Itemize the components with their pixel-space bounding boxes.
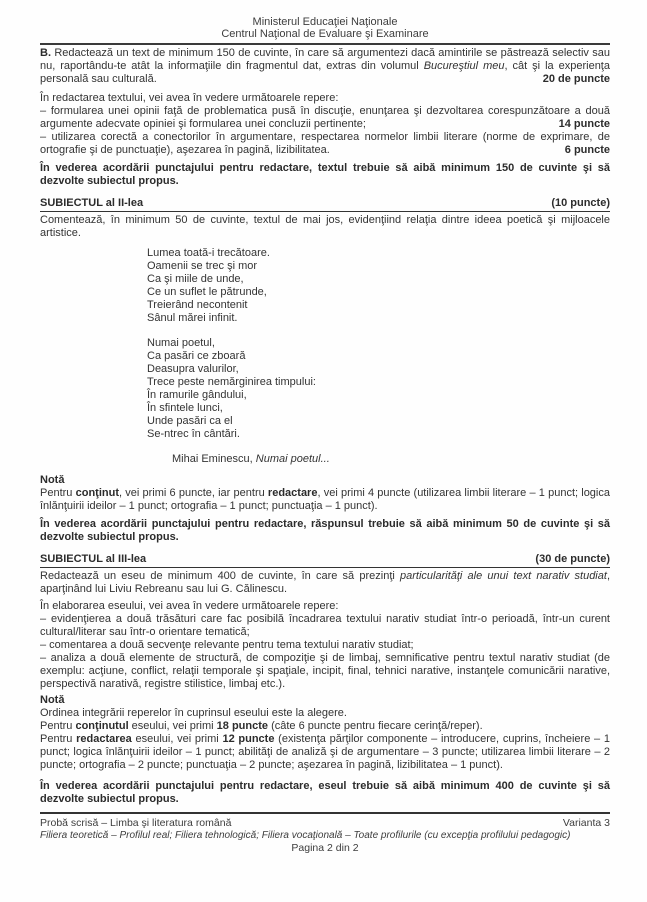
poem-line: Treierând necontenit — [147, 299, 248, 311]
note2-bold-continut: conţinut — [75, 487, 119, 499]
note3-bold-18-puncte: 18 puncte — [216, 720, 269, 732]
grading-note-subject3: În vederea acordării punctajului pentru redactare, eseul trebuie să aibă minimum 400 de cuvinte şi să dezvolte subiectul propus. — [40, 780, 610, 805]
note3-bold-redactarea: redactarea — [76, 733, 132, 745]
grading-note-b: În vederea acordării punctajului pentru redactare, textul trebuie să aibă minimum 150 de cuvinte şi să dezvolte subiectul propus. — [40, 162, 610, 187]
subject3-bullet-3: – analiza a două elemente de structură, de compoziţie şi de limbaj, semnificative pentru textul narativ studiat (de exemplu: acţiune, conflict, relaţii temporale şi spaţiale, incipit, final, tehnici narative, instanţele comunicării narative, perspectivă narativă, registre stilistice, limbaj etc.). — [40, 652, 610, 690]
subject2-intro: Comentează, în minimum 50 de cuvinte, textul de mai jos, evidenţiind relaţia dintre ideea poetică şi mijloacele artistice. — [40, 214, 610, 239]
subject3-intro-run: Redactează un eseu de minimum 400 de cuvinte, în care să prezinţi — [40, 570, 401, 582]
note2-title: Notă — [40, 474, 65, 486]
subject3-bullet-1: – evidenţierea a două trăsături care fac posibilă încadrarea textului narativ studiat într-o perioadă, într-un curent cultural/literar sau într-o orientare tematică; — [40, 613, 610, 638]
note2-bold-redactare: redactare — [267, 487, 318, 499]
subject3-intro-run: , aparţinând lui Liviu Rebreanu sau lui G. Călinescu. — [40, 570, 610, 595]
poem-line: Lumea toată-i trecătoare. — [147, 247, 270, 259]
section-header-subject2 — [40, 197, 610, 212]
poem-line: Se-ntrec în cântări. — [147, 428, 240, 440]
note3-run: (câte 6 puncte pentru fiecare cerinţă/reper). — [268, 720, 483, 732]
repere-bullet-2-points: 6 puncte — [564, 144, 610, 156]
task-b-text-1: Redactează un text de minimum 150 de cuvinte, în care să argumentezi dacă amintirile se păstrează selectiv sau nu, raportându-te atât la informaţiile din fragmentul dat, extras din volumul — [40, 47, 610, 72]
footer-row — [40, 817, 610, 830]
note3-bold-continutul: conţinutul — [75, 720, 129, 732]
grading-note-subject2: În vederea acordării punctajului pentru redactare, răspunsul trebuie să aibă minimum 50 de cuvinte şi să dezvolte subiectul propus. — [40, 518, 610, 543]
note3-run: Pentru — [40, 720, 76, 732]
note2-paragraph — [40, 487, 610, 513]
poem-line: În sfintele lunci, — [147, 402, 223, 414]
ministry-line: Ministerul Educaţiei Naţionale — [252, 16, 398, 28]
poem-line: Deasupra valurilor, — [147, 363, 239, 375]
poem-line: Oamenii se trec şi mor — [147, 260, 258, 272]
center-line: Centrul Naţional de Evaluare şi Examinare — [221, 28, 429, 40]
elaborare-intro: În elaborarea eseului, vei avea în vedere următoarele repere: — [40, 600, 339, 612]
section-header-subject3 — [40, 553, 610, 568]
subject2-title: SUBIECTUL al II-lea — [40, 197, 144, 209]
subject3-bullet-2: – comentarea a două secvenţe relevante pentru tema textului narativ studiat; — [40, 639, 414, 651]
task-b-paragraph — [40, 47, 610, 86]
repere-bullet-1 — [40, 105, 610, 131]
note3-run: eseului, vei primi — [128, 720, 217, 732]
subject3-title: SUBIECTUL al III-lea — [40, 553, 147, 565]
note2-run: , vei primi 6 puncte, iar pentru — [119, 487, 268, 499]
note3-continut-paragraph — [40, 720, 610, 733]
poem-line: Ca şi miile de unde, — [147, 273, 244, 285]
footer-filiera: Filiera teoretică – Profilul real; Filiera tehnologică; Filiera vocaţională – Toate profilurile (cu excepţia profilului pedagogic) — [40, 829, 571, 841]
note2-run: , vei primi 4 puncte (utilizarea limbii literare – 1 punct; logica înlănţuirii ideilor – 1 punct; ortografia – 1 punct; punctuaţia – 1 punct). — [40, 487, 610, 512]
poem-attribution — [172, 453, 610, 466]
poem-stanza-2 — [147, 337, 610, 441]
task-b-volume-title: Bucureştiul meu — [423, 60, 505, 72]
subject2-points: (10 puncte) — [551, 197, 610, 209]
note3-redactare-paragraph — [40, 733, 610, 772]
page-footer — [40, 812, 610, 855]
task-b-label: B. — [40, 47, 51, 59]
task-b-text-2: , cât şi la experienţa personală sau culturală. — [40, 60, 610, 85]
note3-line1: Ordinea integrării reperelor în cuprinsul eseului este la alegere. — [40, 707, 347, 719]
poem-line: Ca pasări ce zboară — [147, 350, 246, 362]
repere-bullet-1-text: – formularea unei opinii faţă de problematica pusă în discuţie, enunţarea şi dezvoltarea corespunzătoare a două argumente adecvate opiniei şi formularea unei concluzii pertinente; — [40, 105, 610, 130]
repere-intro: În redactarea textului, vei avea în vedere următoarele repere: — [40, 92, 339, 104]
poem-title: Numai poetul... — [255, 453, 330, 465]
poem-line: Ce un suflet le pătrunde, — [147, 286, 267, 298]
poem-stanza-1 — [147, 247, 610, 325]
note2-run: Pentru — [40, 487, 76, 499]
poem-line: Sânul mărei infinit. — [147, 312, 238, 324]
note3-run: (existenţa părţilor componente – introducere, cuprins, încheiere – 1 punct; logica înlănţuirii ideilor – 1 punct; abilităţi de analiză şi de argumentare – 3 puncte; utilizarea limbii literare – 2 puncte; ortografia – 2 puncte; punctuaţia – 2 puncte; aşezarea în pagină, lizibilitatea – 1 punct). — [40, 733, 610, 771]
repere-bullet-1-points: 14 puncte — [558, 118, 610, 130]
subject3-intro-italic: particularităţi ale unui text narativ studiat — [400, 570, 607, 582]
note3-bold-12-puncte: 12 puncte — [222, 733, 275, 745]
subject3-intro — [40, 570, 610, 596]
poem-line: Trece peste nemărginirea timpului: — [147, 376, 316, 388]
poem-author: Mihai Eminescu, — [172, 453, 256, 465]
repere-bullet-2-text: – utilizarea corectă a conectorilor în argumentare, respectarea normelor limbii literare (norme de exprimare, de ortografie şi de punctuaţie), aşezarea în pagină, lizibilitatea. — [40, 131, 610, 156]
poem-line: Unde pasări ca el — [147, 415, 233, 427]
task-b-points: 20 de puncte — [542, 73, 610, 85]
footer-variant: Varianta 3 — [562, 817, 610, 829]
poem-line: În ramurile gândului, — [147, 389, 247, 401]
note3-title: Notă — [40, 694, 65, 706]
poem-line: Numai poetul, — [147, 337, 215, 349]
repere-bullet-2 — [40, 131, 610, 157]
note3-run: eseului, vei primi — [131, 733, 223, 745]
footer-exam-name: Probă scrisă – Limba şi literatura română — [40, 817, 232, 829]
doc-header — [40, 16, 610, 45]
footer-page-number: Pagina 2 din 2 — [291, 842, 359, 854]
note3-run: Pentru — [40, 733, 77, 745]
subject3-points: (30 de puncte) — [535, 553, 610, 565]
poem — [147, 247, 610, 441]
